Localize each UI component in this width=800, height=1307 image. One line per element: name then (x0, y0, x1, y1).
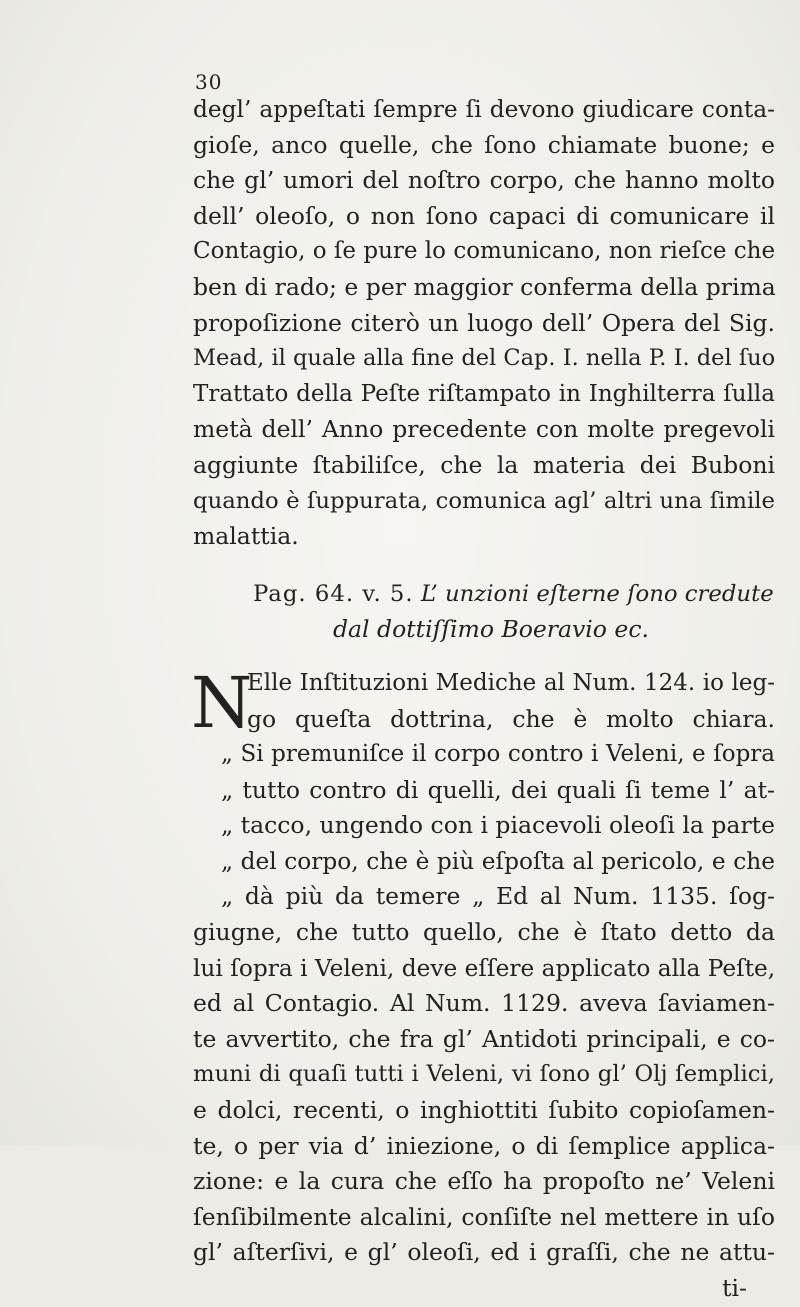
text-line: aggiunte ſtabiliſce, che la materia dei Buboni (193, 450, 775, 479)
text-line: go queſta dottrina, che è molto chiara. (247, 704, 775, 733)
text-line: te, o per via d’ iniezione, o di ſemplice applica- (193, 1131, 775, 1160)
text-line: Mead, il quale alla fine del Cap. I. nella P. I. del ſuo (193, 345, 776, 372)
text-line: „ dà più da temere „ Ed al Num. 1135. ſog- (221, 882, 775, 911)
text-line: giugne, che tutto quello, che è ſtato detto da (193, 918, 775, 947)
text-line: quando è ſuppurata, comunica agl’ altri una ſimile (193, 487, 775, 514)
text-line: Elle Inſtituzioni Mediche al Num. 124. io leg- (247, 669, 775, 696)
text-line: metà dell’ Anno precedente con molte pregevoli (193, 415, 775, 444)
page-number: 30 (195, 70, 223, 94)
section-heading-continuation (193, 612, 775, 648)
text-line: Trattato della Peſte riſtampato in Inghilterra ſulla (193, 380, 775, 407)
paragraph-1 (193, 92, 775, 555)
text-line: che gl’ umori del noſtro corpo, che hanno molto (193, 166, 775, 195)
drop-cap: N (191, 661, 253, 744)
text-line: „ del corpo, che è più eſpoſta al pericolo, e che (221, 847, 775, 875)
text-line: gioſe, anco quelle, che ſono chiamate buone; e (193, 130, 775, 159)
text-line: „ tacco, ungendo con i piacevoli oleoſi la parte (221, 811, 776, 840)
text-line: degl’ appeſtati ſempre ſi devono giudicare conta- (193, 96, 775, 123)
text-line: zione: e la cura che eſſo ha propoſto ne’ Veleni (193, 1167, 775, 1196)
heading-reference: Pag. 64. v. 5. (253, 580, 414, 607)
page-text (193, 92, 775, 1307)
section-heading (193, 577, 775, 613)
text-line: ben di rado; e per maggior conferma della prima (193, 272, 776, 301)
text-line: ed al Contagio. Al Num. 1129. aveva ſaviamen- (193, 989, 775, 1018)
text-line: gl’ aſterſivi, e gl’ oleoſi, ed i graſſi, che ne attu- (193, 1238, 775, 1267)
heading-title: L’ unzioni eſterne ſono credute (420, 580, 774, 607)
text-line: ſenſibilmente alcalini, conſiſte nel mettere in uſo (193, 1202, 775, 1231)
text-line: „ tutto contro di quelli, dei quali ſi teme l’ at- (221, 775, 775, 804)
paragraph-2 (191, 661, 776, 1307)
text-line: Contagio, o ſe pure lo comunicano, non rieſce che (193, 238, 776, 265)
text-line: muni di quaſi tutti i Veleni, vi ſono gl’ Olj ſemplici, (193, 1061, 775, 1088)
text-line: „ Si premuniſce il corpo contro i Veleni, e ſopra (221, 741, 775, 768)
text-line: dell’ oleoſo, o non ſono capaci di comunicare il (193, 201, 775, 230)
heading-title-line-2: dal dottiſſimo Boeravio ec. (333, 615, 649, 644)
text-line: propoſizione citerò un luogo dell’ Opera del Sig. (193, 308, 775, 337)
text-line: te avvertito, che fra gl’ Antidoti principali, e co- (193, 1024, 775, 1053)
catchword: ti- (722, 1274, 747, 1302)
text-line: e dolci, recenti, o inghiottiti ſubito copioſamen- (193, 1096, 775, 1125)
text-line: malattia. (193, 522, 299, 551)
text-line: lui ſopra i Veleni, deve eſſere applicato alla Peſte, (193, 954, 776, 982)
